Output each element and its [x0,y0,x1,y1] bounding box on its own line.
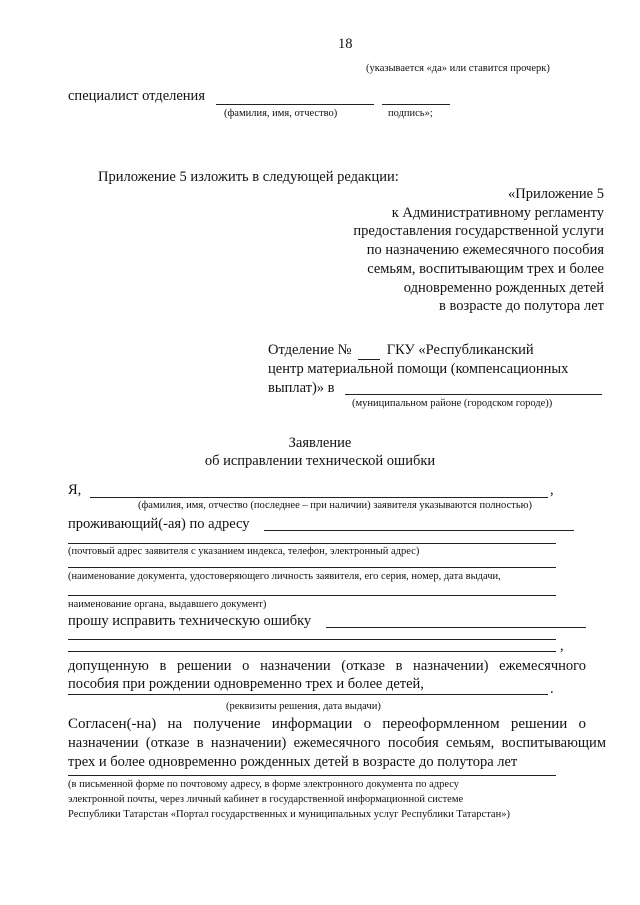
specialist-name-caption: (фамилия, имя, отчество) [224,108,338,119]
fio-comma: , [550,482,554,498]
addressee-line1 [268,342,534,360]
page-number: 18 [338,36,353,52]
intro-text: Приложение 5 изложить в следующей редакции: [98,169,399,185]
consent-line-2: назначении (отказе в назначении) ежемесячного пособия семьям, воспитывающим [68,735,606,751]
consent-line-3: трех и более одновременно рожденных детей в возрасте до полутора лет [68,754,518,770]
method-caption-2: электронной почты, через личный кабинет в государственной информационной системе [68,794,464,805]
decision-caption: (реквизиты решения, дата выдачи) [226,701,381,712]
appendix-line: по назначению ежемесячного пособия [366,242,604,259]
i-label: Я, [68,482,82,498]
address-line-1 [264,530,574,531]
error-line-3 [68,651,556,652]
municipality-caption: (муниципальном районе (городском городе)) [352,398,553,409]
addressee-line2: центр материальной помощи (компенсационных [268,361,569,377]
error-line-1 [326,627,586,628]
department-number-blank [358,342,380,360]
document-line [68,567,556,568]
address-caption: (почтовый адрес заявителя с указанием индекса, телефон, электронный адрес) [68,546,420,557]
specialist-label: специалист отделения [68,88,205,104]
document-title: Заявление [288,435,352,451]
appendix-line: к Административному регламенту [391,204,604,221]
organization-line [68,595,556,596]
fio-line [90,497,548,498]
decision-line [68,694,548,695]
error-line-2 [68,639,556,640]
consent-line-1: Согласен(-на) на получение информации о переоформленном решении о [68,716,586,732]
top-note: (указывается «да» или ставится прочерк) [366,63,550,74]
document-subtitle: об исправлении технической ошибки [204,453,436,469]
appendix-line: семьям, воспитывающим трех и более [367,260,604,277]
method-caption-3: Республики Татарстан «Портал государственных и муниципальных услуг Республики Татарстан») [68,809,510,820]
appendix-header [353,185,604,316]
appendix-line: в возрасте до полутора лет [439,298,604,315]
allowed-line-2: пособия при рождении одновременно трех и более детей, [68,676,424,692]
organization-caption: наименование органа, выдавшего документ) [68,599,267,610]
addressee-line3: выплат)» в [268,380,335,396]
address-line-2 [68,543,556,544]
method-caption-1: (в письменной форме по почтовому адресу, в форме электронного документа по адресу [68,779,460,790]
municipality-line [345,394,602,395]
department-prefix: Отделение № [268,342,352,358]
document-caption: (наименование документа, удостоверяющего личность заявителя, его серия, номер, дата выдачи, [68,571,501,582]
appendix-line: одновременно рожденных детей [403,279,604,296]
appendix-line: «Приложение 5 [508,186,604,202]
specialist-signature-caption: подпись»; [388,108,433,119]
department-suffix: ГКУ «Республиканский [386,342,534,358]
method-line [68,775,556,776]
decision-period: . [550,681,554,697]
residing-label: проживающий(-ая) по адресу [68,516,250,532]
request-label: прошу исправить техническую ошибку [68,613,312,629]
fio-caption: (фамилия, имя, отчество (последнее – при наличии) заявителя указываются полностью) [138,500,532,511]
specialist-name-line [216,104,374,105]
allowed-line-1: допущенную в решении о назначении (отказе в назначении) ежемесячного [68,658,586,674]
appendix-line: предоставления государственной услуги [353,223,604,240]
error-comma: , [560,638,564,654]
specialist-signature-line [382,104,450,105]
